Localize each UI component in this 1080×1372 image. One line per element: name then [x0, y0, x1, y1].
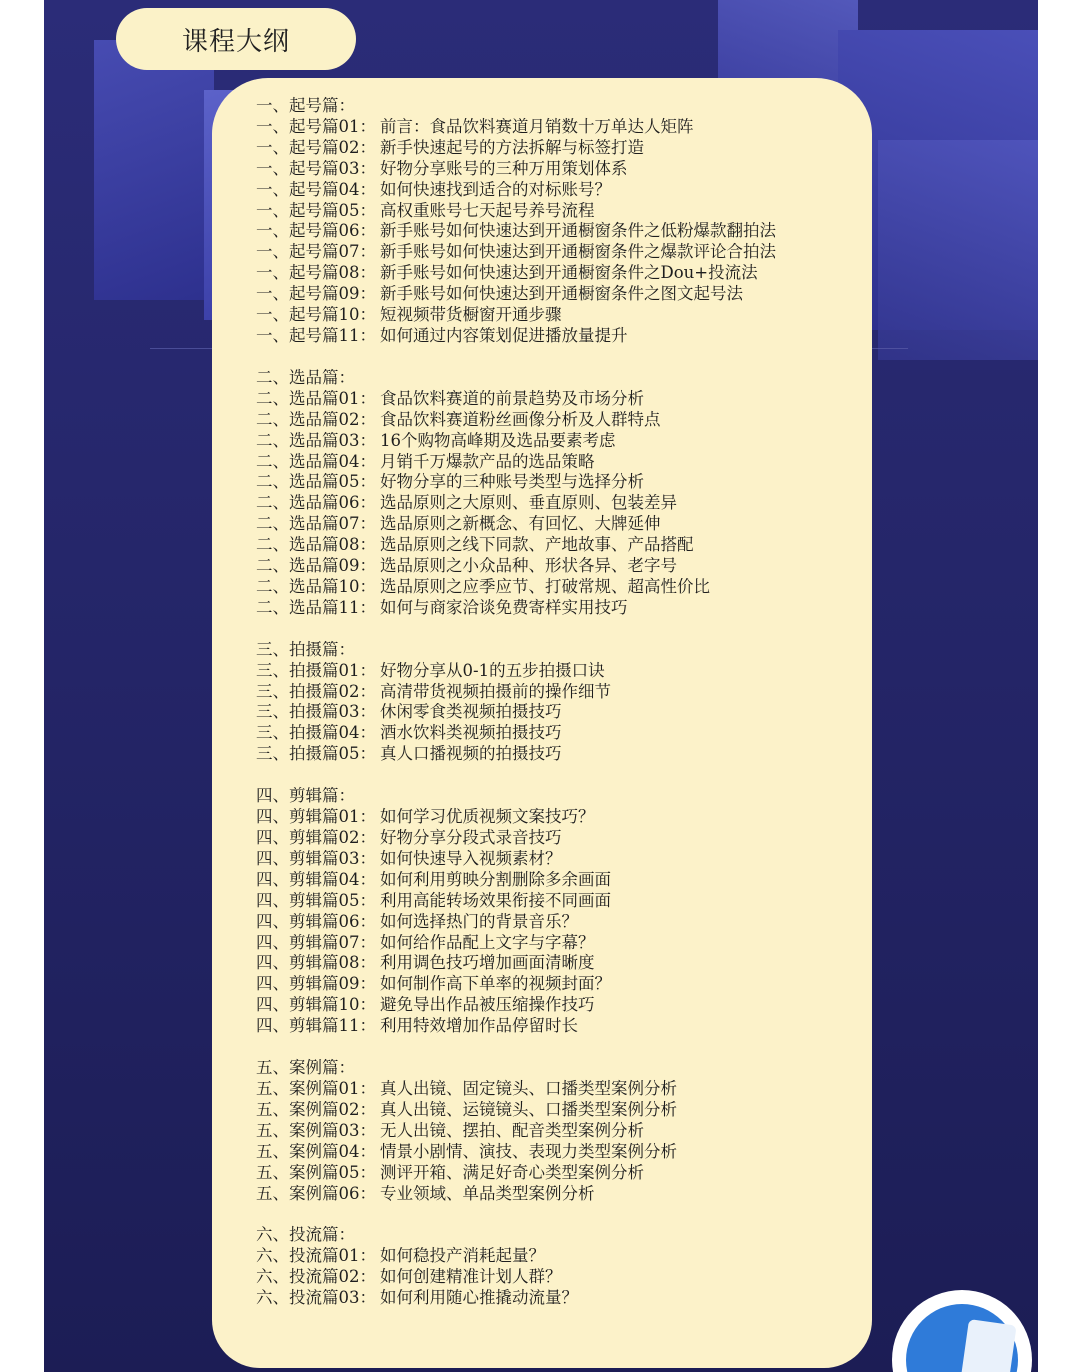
- item-text: 如何通过内容策划促进播放量提升: [380, 325, 628, 345]
- outline-item: [256, 410, 856, 431]
- item-text: 高权重账号七天起号养号流程: [380, 200, 595, 220]
- outline-item: [256, 221, 856, 242]
- decorative-block: [94, 40, 214, 300]
- item-prefix: 四、剪辑篇02：: [256, 828, 376, 847]
- outline-item: [256, 1121, 856, 1142]
- item-text: 如何给作品配上文字与字幕？: [380, 932, 595, 952]
- item-prefix: 二、选品篇07：: [256, 514, 376, 534]
- item-prefix: 五、案例篇02：: [256, 1099, 376, 1119]
- item-prefix: 六、投流篇01：: [256, 1246, 376, 1266]
- outline-section: [256, 96, 856, 347]
- item-prefix: 三、拍摄篇02：: [256, 681, 376, 701]
- section-header: 四、剪辑篇：: [256, 786, 355, 806]
- outline-item: [256, 828, 856, 849]
- outline-item: [256, 598, 856, 619]
- outline-item: [256, 305, 856, 326]
- outline-item: [256, 891, 856, 912]
- item-text: 利用高能转场效果衔接不同画面: [380, 890, 611, 910]
- outline-item: [256, 974, 856, 995]
- outline-section: [256, 786, 856, 1037]
- item-text: 高清带货视频拍摄前的操作细节: [380, 681, 611, 701]
- item-text: 情景小剧情、演技、表现力类型案例分析: [380, 1141, 677, 1161]
- outline-item: [256, 953, 856, 974]
- outline-section: [256, 640, 856, 765]
- item-text: 新手账号如何快速达到开通橱窗条件之爆款评论合拍法: [380, 242, 776, 262]
- item-text: 专业领域、单品类型案例分析: [380, 1183, 595, 1203]
- item-text: 如何与商家洽谈免费寄样实用技巧: [380, 597, 628, 617]
- item-text: 新手账号如何快速达到开通橱窗条件之Dou+投流法: [380, 263, 758, 283]
- item-prefix: 二、选品篇10：: [256, 576, 376, 596]
- outline-item: [256, 995, 856, 1016]
- outline-item: [256, 702, 856, 723]
- item-prefix: 一、起号篇08：: [256, 263, 376, 283]
- outline-item: [256, 389, 856, 410]
- outline-item: [256, 1246, 856, 1267]
- item-prefix: 四、剪辑篇11：: [256, 1016, 376, 1036]
- outline-item: [256, 556, 856, 577]
- item-text: 好物分享的三种账号类型与选择分析: [380, 472, 644, 492]
- floating-bubble[interactable]: [892, 1290, 1032, 1372]
- document-icon: [959, 1319, 1016, 1372]
- outline-item: [256, 1079, 856, 1100]
- item-text: 利用调色技巧增加画面清晰度: [380, 953, 595, 973]
- item-text: 前言：食品饮料赛道月销数十万单达人矩阵: [380, 116, 694, 136]
- item-prefix: 四、剪辑篇05：: [256, 890, 376, 910]
- item-prefix: 四、剪辑篇01：: [256, 807, 376, 827]
- item-text: 选品原则之线下同款、产地故事、产品搭配: [380, 535, 694, 555]
- item-prefix: 二、选品篇06：: [256, 493, 376, 513]
- item-prefix: 二、选品篇03：: [256, 430, 376, 450]
- item-text: 选品原则之新概念、有回忆、大牌延伸: [380, 514, 661, 534]
- outline-item: [256, 284, 856, 305]
- item-text: 食品饮料赛道的前景趋势及市场分析: [380, 388, 644, 408]
- outline-item: [256, 326, 856, 347]
- outline-item: [256, 1100, 856, 1121]
- item-prefix: 五、案例篇05：: [256, 1162, 376, 1182]
- item-prefix: 六、投流篇03：: [256, 1288, 376, 1308]
- outline-item: [256, 431, 856, 452]
- outline-item: [256, 1163, 856, 1184]
- item-prefix: 五、案例篇06：: [256, 1183, 376, 1203]
- outline-item: [256, 870, 856, 891]
- item-text: 如何快速导入视频素材？: [380, 848, 562, 868]
- item-prefix: 二、选品篇01：: [256, 388, 376, 408]
- outline-item: [256, 1288, 856, 1309]
- outline-item: [256, 242, 856, 263]
- item-text: 新手账号如何快速达到开通橱窗条件之低粉爆款翻拍法: [380, 221, 776, 241]
- outline-section: [256, 1058, 856, 1204]
- outline-item: [256, 514, 856, 535]
- item-prefix: 五、案例篇01：: [256, 1078, 376, 1098]
- item-prefix: 一、起号篇03：: [256, 158, 376, 178]
- outline-item: [256, 577, 856, 598]
- outline-item: [256, 201, 856, 222]
- outline-item: [256, 1267, 856, 1288]
- item-prefix: 四、剪辑篇04：: [256, 869, 376, 889]
- item-text: 月销千万爆款产品的选品策略: [380, 451, 595, 471]
- item-prefix: 一、起号篇02：: [256, 137, 376, 157]
- item-prefix: 三、拍摄篇05：: [256, 744, 376, 764]
- outline-item: [256, 472, 856, 493]
- item-prefix: 一、起号篇06：: [256, 221, 376, 241]
- item-text: 酒水饮料类视频拍摄技巧: [380, 723, 562, 743]
- item-text: 选品原则之大原则、垂直原则、包装差异: [380, 493, 677, 513]
- outline-section: [256, 368, 856, 619]
- item-text: 如何利用剪映分割删除多余画面: [380, 869, 611, 889]
- item-text: 好物分享账号的三种万用策划体系: [380, 158, 628, 178]
- item-prefix: 一、起号篇05：: [256, 200, 376, 220]
- section-header: 一、起号篇：: [256, 96, 355, 115]
- item-text: 如何创建精准计划人群？: [380, 1267, 562, 1287]
- outline-item: [256, 744, 856, 765]
- outline-item: [256, 912, 856, 933]
- item-prefix: 四、剪辑篇07：: [256, 932, 376, 952]
- item-prefix: 一、起号篇01：: [256, 116, 376, 136]
- item-prefix: 四、剪辑篇03：: [256, 848, 376, 868]
- item-text: 真人口播视频的拍摄技巧: [380, 744, 562, 764]
- item-prefix: 三、拍摄篇03：: [256, 702, 376, 722]
- item-prefix: 四、剪辑篇09：: [256, 974, 376, 994]
- item-prefix: 一、起号篇10：: [256, 305, 376, 325]
- item-text: 休闲零食类视频拍摄技巧: [380, 702, 562, 722]
- item-prefix: 一、起号篇09：: [256, 284, 376, 304]
- item-text: 短视频带货橱窗开通步骤: [380, 305, 562, 325]
- item-text: 如何稳投产消耗起量？: [380, 1246, 545, 1266]
- item-prefix: 四、剪辑篇08：: [256, 953, 376, 973]
- section-header: 三、拍摄篇：: [256, 639, 355, 659]
- outline-item: [256, 138, 856, 159]
- item-text: 如何快速找到适合的对标账号？: [380, 179, 611, 199]
- outline-item: [256, 117, 856, 138]
- item-prefix: 五、案例篇03：: [256, 1120, 376, 1140]
- item-text: 好物分享分段式录音技巧: [380, 828, 562, 847]
- item-text: 测评开箱、满足好奇心类型案例分析: [380, 1162, 644, 1182]
- item-prefix: 二、选品篇02：: [256, 409, 376, 429]
- outline-item: [256, 452, 856, 473]
- outline-item: [256, 493, 856, 514]
- bubble-icon: [906, 1304, 1018, 1372]
- outline-item: [256, 180, 856, 201]
- outline-section: [256, 1225, 856, 1309]
- item-prefix: 四、剪辑篇10：: [256, 995, 376, 1015]
- item-text: 无人出镜、摆拍、配音类型案例分析: [380, 1120, 644, 1140]
- item-text: 新手账号如何快速达到开通橱窗条件之图文起号法: [380, 284, 743, 304]
- item-prefix: 二、选品篇09：: [256, 556, 376, 576]
- outline-card: [212, 78, 872, 1368]
- outline-item: [256, 682, 856, 703]
- item-prefix: 四、剪辑篇06：: [256, 911, 376, 931]
- item-text: 新手快速起号的方法拆解与标签打造: [380, 137, 644, 157]
- item-text: 真人出镜、运镜镜头、口播类型案例分析: [380, 1099, 677, 1119]
- item-prefix: 六、投流篇02：: [256, 1267, 376, 1287]
- outline-item: [256, 661, 856, 682]
- item-prefix: 三、拍摄篇04：: [256, 723, 376, 743]
- item-prefix: 二、选品篇08：: [256, 535, 376, 555]
- outline-item: [256, 807, 856, 828]
- item-prefix: 二、选品篇05：: [256, 472, 376, 492]
- item-prefix: 五、案例篇04：: [256, 1141, 376, 1161]
- item-prefix: 二、选品篇04：: [256, 451, 376, 471]
- outline-item: [256, 1142, 856, 1163]
- item-prefix: 一、起号篇11：: [256, 325, 376, 345]
- outline-item: [256, 263, 856, 284]
- decorative-block: [878, 140, 1038, 360]
- outline-item: [256, 933, 856, 954]
- item-text: 如何利用随心推撬动流量？: [380, 1288, 578, 1308]
- item-prefix: 一、起号篇04：: [256, 179, 376, 199]
- outline-item: [256, 1184, 856, 1205]
- item-text: 如何选择热门的背景音乐？: [380, 911, 578, 931]
- item-text: 16个购物高峰期及选品要素考虑: [380, 430, 616, 450]
- section-header: 五、案例篇：: [256, 1058, 355, 1078]
- page-title: 课程大纲: [116, 8, 356, 70]
- item-text: 好物分享从0-1的五步拍摄口诀: [380, 660, 605, 680]
- item-text: 选品原则之小众品种、形状各异、老字号: [380, 556, 677, 576]
- item-prefix: 一、起号篇07：: [256, 242, 376, 262]
- item-text: 如何学习优质视频文案技巧？: [380, 807, 595, 827]
- outline-item: [256, 1016, 856, 1037]
- section-header: 六、投流篇：: [256, 1225, 355, 1245]
- course-outline: [256, 96, 856, 1330]
- item-text: 利用特效增加作品停留时长: [380, 1016, 578, 1036]
- item-text: 真人出镜、固定镜头、口播类型案例分析: [380, 1078, 677, 1098]
- item-text: 避免导出作品被压缩操作技巧: [380, 995, 595, 1015]
- item-text: 选品原则之应季应节、打破常规、超高性价比: [380, 576, 710, 596]
- outline-item: [256, 159, 856, 180]
- item-text: 如何制作高下单率的视频封面？: [380, 974, 611, 994]
- section-header: 二、选品篇：: [256, 367, 355, 387]
- item-prefix: 二、选品篇11：: [256, 597, 376, 617]
- item-text: 食品饮料赛道粉丝画像分析及人群特点: [380, 409, 661, 429]
- poster-background: [44, 0, 1038, 1372]
- outline-item: [256, 849, 856, 870]
- item-prefix: 三、拍摄篇01：: [256, 660, 376, 680]
- outline-item: [256, 535, 856, 556]
- outline-item: [256, 723, 856, 744]
